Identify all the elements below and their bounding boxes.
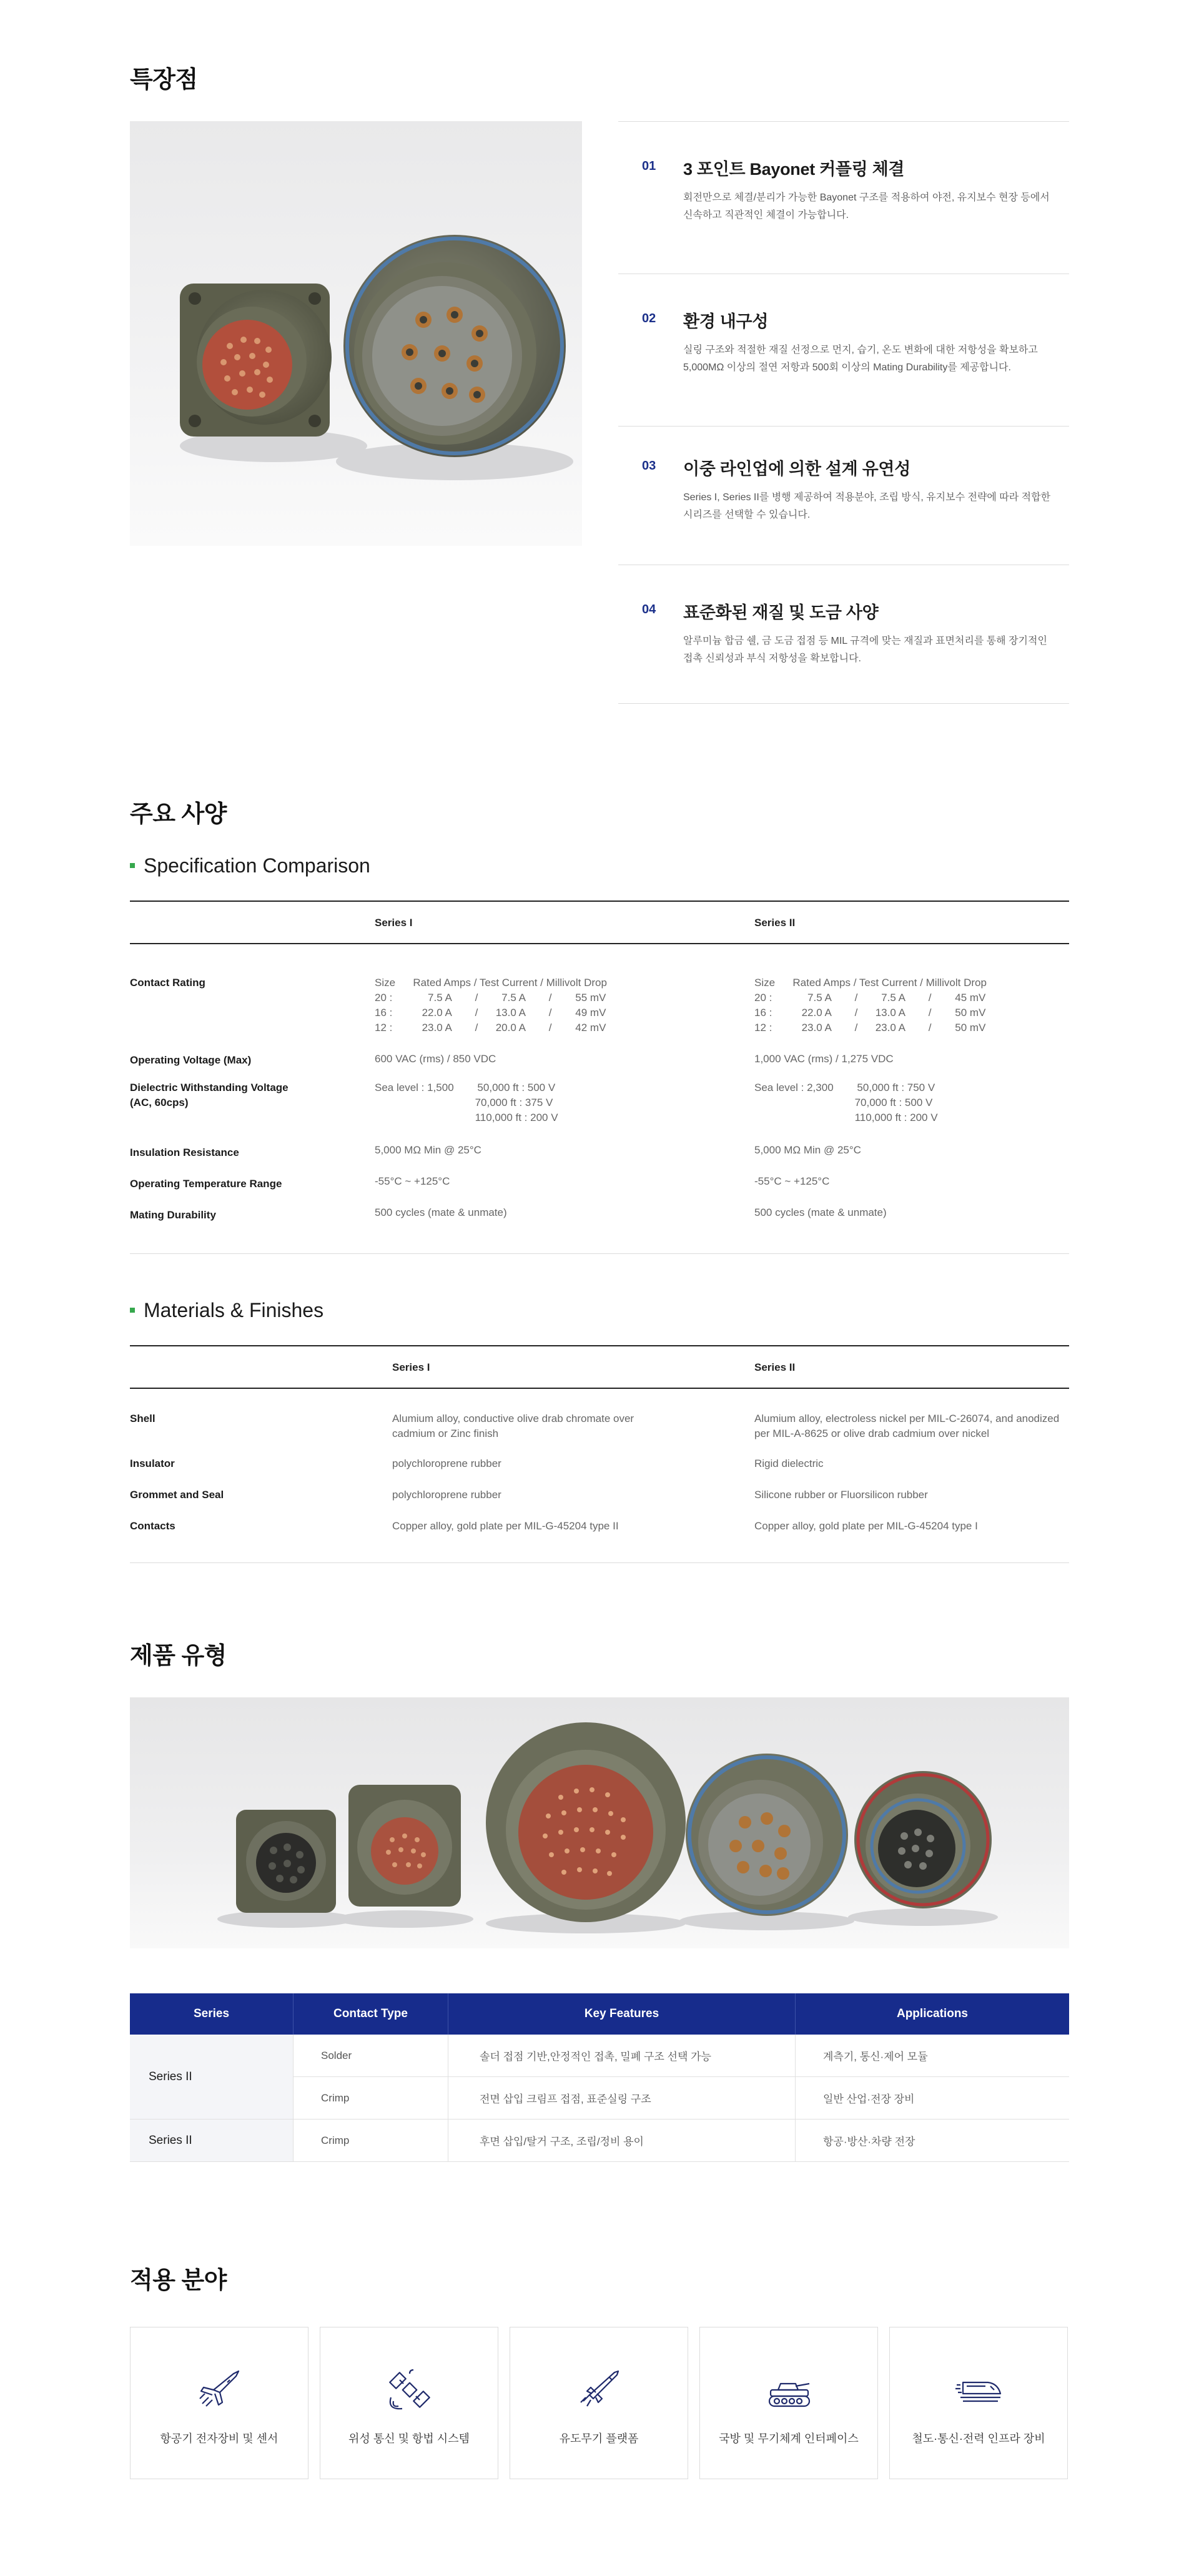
row-label: Operating Temperature Range — [130, 1178, 282, 1190]
cell-series-1: polychloroprene rubber — [392, 1489, 501, 1501]
cell-series-1: polychloroprene rubber — [392, 1458, 501, 1469]
col-header-series-1: Series I — [375, 917, 413, 929]
application-card — [889, 2327, 1068, 2479]
application-label: 위성 통신 및 항법 시스템 — [348, 2432, 470, 2445]
satellite-icon — [385, 2365, 435, 2415]
materials-subtitle-text: Materials & Finishes — [144, 1299, 324, 1321]
materials-table — [130, 1345, 1069, 1564]
feature-title: 환경 내구성 — [683, 312, 769, 331]
cell-series-2: Copper alloy, gold plate per MIL-G-45204 type I — [754, 1520, 978, 1532]
feature-item — [618, 427, 1069, 565]
application-card — [699, 2327, 878, 2479]
application-card — [130, 2327, 308, 2479]
features-section — [130, 60, 1069, 716]
cell-series: Series II — [130, 2120, 294, 2162]
cell-series-1: 600 VAC (rms) / 850 VDC — [375, 1053, 496, 1065]
col-header-series-2: Series II — [754, 1361, 796, 1373]
cell-series-2: -55°C ~ +125°C — [754, 1175, 830, 1187]
feature-description: 회전만으로 체결/분리가 가능한 Bayonet 구조를 적용하여 야전, 유지보수 현장 등에서 신속하고 직관적인 체결이 가능합니다. — [683, 192, 1050, 220]
feature-number: 02 — [642, 312, 656, 325]
feature-title: 표준화된 재질 및 도금 사양 — [683, 603, 879, 622]
cell-series-1: Size Rated Amps / Test Current / Millivolt Drop 20 : 7.5 A / 7.5 A / 55 mV 16 : 22.0 A / 13.0 A / 49 mV 12 : 23.0 A / 20.0 A / 42 mV — [375, 977, 607, 1034]
row-label: Insulator — [130, 1458, 175, 1469]
cell-contact-type: Crimp — [294, 2077, 448, 2120]
train-icon — [954, 2365, 1004, 2415]
connector-lineup-photo — [130, 1697, 1069, 1948]
features-list — [618, 121, 1069, 704]
feature-item — [618, 274, 1069, 427]
jet-icon — [195, 2365, 245, 2415]
row-label: Mating Durability — [130, 1209, 216, 1221]
cell-series-2: Size Rated Amps / Test Current / Millivolt Drop 20 : 7.5 A / 7.5 A / 45 mV 16 : 22.0 A / 13.0 A / 50 mV 12 : 23.0 A / 23.0 A / 50 mV — [754, 977, 987, 1034]
missile-icon — [575, 2365, 624, 2415]
specs-title: 주요 사양 — [130, 801, 227, 827]
cell-series-2: Silicone rubber or Fluorsilicon rubber — [754, 1489, 928, 1501]
application-label: 국방 및 무기체계 인터페이스 — [719, 2432, 859, 2445]
spec-comparison-subtitle — [130, 854, 370, 877]
row-label: Contact Rating — [130, 977, 205, 989]
cell-series-1: Sea level : 1,500 50,000 ft : 500 V 70,000 ft : 375 V 110,000 ft : 200 V — [375, 1082, 558, 1123]
feature-number: 03 — [642, 459, 656, 473]
feature-description: 실링 구조와 적절한 재질 선정으로 먼지, 습기, 온도 변화에 대한 저항성을 확보하고 5,000MΩ 이상의 절연 저항과 500회 이상의 Mating Durability를 제공합니다. — [683, 345, 1038, 373]
feature-title: 이중 라인업에 의한 설계 유연성 — [683, 460, 910, 478]
feature-item — [618, 122, 1069, 274]
tank-icon — [764, 2365, 814, 2415]
cell-series-1: 500 cycles (mate & unmate) — [375, 1207, 507, 1218]
feature-title: 3 포인트 Bayonet 커플링 체결 — [683, 160, 905, 179]
cell-series-2: Rigid dielectric — [754, 1458, 824, 1469]
feature-item — [618, 565, 1069, 704]
application-label: 유도무기 플랫폼 — [559, 2432, 639, 2445]
cell-contact-type: Solder — [294, 2035, 448, 2077]
col-header-series-1: Series I — [392, 1361, 430, 1373]
header-contact-type: Contact Type — [294, 1993, 448, 2035]
green-bullet-icon — [130, 863, 135, 868]
row-label: Grommet and Seal — [130, 1489, 224, 1501]
types-title: 제품 유형 — [130, 1643, 227, 1669]
cell-applications: 계측기, 통신·제어 모듈 — [796, 2035, 1069, 2077]
cell-series-1: Alumium alloy, conductive olive drab chromate over cadmium or Zinc finish — [392, 1413, 634, 1439]
cell-series-2: Alumium alloy, electroless nickel per MIL-C-26074, and anodized per MIL-A-8625 or olive drab cadmium over nickel — [754, 1413, 1060, 1439]
table-divider — [130, 1562, 1069, 1563]
header-applications: Applications — [796, 1993, 1069, 2035]
row-label: Dielectric Withstanding Voltage (AC, 60cps) — [130, 1082, 289, 1108]
table-header — [130, 1346, 1069, 1389]
feature-number: 04 — [642, 603, 656, 616]
applications-section — [130, 2261, 1069, 2498]
types-section — [130, 1636, 1069, 2167]
col-header-series-2: Series II — [754, 917, 796, 929]
cell-series: Series II — [130, 2035, 294, 2120]
row-label: Contacts — [130, 1520, 175, 1532]
cell-applications: 일반 산업·전장 장비 — [796, 2077, 1069, 2120]
specs-section — [130, 794, 1069, 1575]
materials-subtitle — [130, 1299, 323, 1322]
green-bullet-icon — [130, 1308, 135, 1313]
cell-key-features: 솔더 접점 기반,안정적인 접촉, 밀폐 구조 선택 가능 — [448, 2035, 796, 2077]
features-title: 특장점 — [130, 67, 198, 93]
cell-series-2: 1,000 VAC (rms) / 1,275 VDC — [754, 1053, 894, 1065]
cell-applications: 항공·방산·차량 전장 — [796, 2120, 1069, 2162]
row-label: Operating Voltage (Max) — [130, 1054, 252, 1066]
table-header — [130, 902, 1069, 944]
application-card — [320, 2327, 498, 2479]
cell-series-2: 5,000 MΩ Min @ 25°C — [754, 1144, 861, 1156]
applications-title: 적용 분야 — [130, 2268, 227, 2294]
application-label: 항공기 전자장비 및 센서 — [160, 2432, 279, 2445]
application-card — [510, 2327, 688, 2479]
cell-series-1: 5,000 MΩ Min @ 25°C — [375, 1144, 481, 1156]
cell-series-1: Copper alloy, gold plate per MIL-G-45204 type II — [392, 1520, 619, 1532]
feature-number: 01 — [642, 159, 656, 173]
feature-description: 알루미늄 합금 쉘, 금 도금 접점 등 MIL 규격에 맞는 재질과 표면처리를 통해 장기적인 접촉 신뢰성과 부식 저항성을 확보합니다. — [683, 636, 1047, 664]
connector-photo — [130, 121, 582, 546]
row-label: Shell — [130, 1413, 155, 1424]
feature-description: Series I, Series II를 병행 제공하여 적용분야, 조립 방식, 유지보수 전략에 따라 적합한 시리즈를 선택할 수 있습니다. — [683, 492, 1051, 520]
cell-series-2: Sea level : 2,300 50,000 ft : 750 V 70,000 ft : 500 V 110,000 ft : 200 V — [754, 1082, 938, 1123]
cell-contact-type: Crimp — [294, 2120, 448, 2162]
header-series: Series — [130, 1993, 294, 2035]
table-divider — [130, 1253, 1069, 1254]
spec-comparison-subtitle-text: Specification Comparison — [144, 854, 370, 877]
row-label: Insulation Resistance — [130, 1147, 239, 1158]
spec-comparison-table — [130, 901, 1069, 1256]
cell-series-2: 500 cycles (mate & unmate) — [754, 1207, 887, 1218]
cell-key-features: 전면 삽입 크림프 접점, 표준실링 구조 — [448, 2077, 796, 2120]
application-label: 철도·통신·전력 인프라 장비 — [912, 2432, 1045, 2445]
header-key-features: Key Features — [448, 1993, 796, 2035]
cell-key-features: 후면 삽입/탈거 구조, 조립/정비 용이 — [448, 2120, 796, 2162]
cell-series-1: -55°C ~ +125°C — [375, 1175, 450, 1187]
